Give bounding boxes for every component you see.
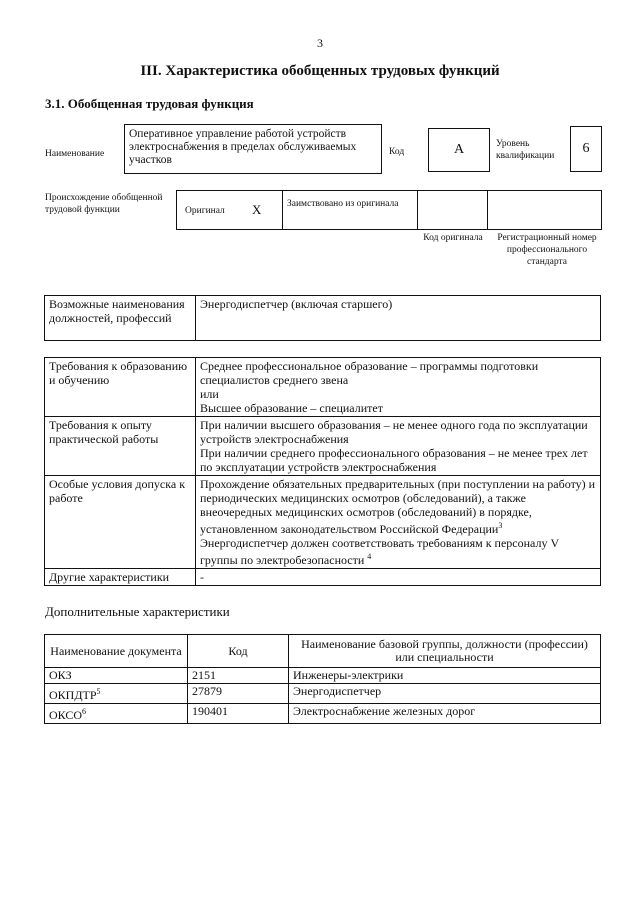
- code-original-label: Код оригинала: [423, 233, 483, 243]
- req-label: Требования к образованию и обучению: [45, 358, 196, 417]
- level-value: 6: [582, 141, 590, 156]
- origin-box: [176, 190, 602, 230]
- req-line: При наличии среднего профессионального образования – не менее трех лет по эксплуатации устройств электроснабжения: [200, 446, 588, 474]
- doc-cell: ОКПДТР$^5$: [45, 684, 188, 704]
- table-row: [45, 704, 601, 724]
- req-line: Среднее профессиональное образование – программы подготовки специалистов среднего звена: [200, 359, 539, 387]
- header-doc: Наименование документа: [45, 635, 188, 668]
- table-row: [45, 668, 601, 684]
- name-cell: Энергодиспетчер: [289, 684, 601, 704]
- page-number: 3: [317, 36, 323, 50]
- req-value: -: [196, 569, 601, 586]
- code-cell: 190401: [188, 704, 289, 724]
- extra-title: Дополнительные характеристики: [45, 604, 230, 619]
- req-value: [196, 417, 601, 476]
- subsection-title: 3.1. Обобщенная трудовая функция: [45, 96, 254, 111]
- name-value: Оперативное управление работой устройств электроснабжения в пределах обслуживаемых участков: [129, 128, 357, 166]
- positions-row: [45, 296, 601, 341]
- section-title: III. Характеристика обобщенных трудовых функций: [140, 63, 500, 79]
- req-row-other: [45, 569, 601, 586]
- original-label: Оригинал: [185, 206, 225, 216]
- original-mark: Х: [252, 202, 262, 217]
- req-line: При наличии высшего образования – не менее одного года по эксплуатации устройств электроснабжения: [200, 418, 588, 446]
- header-code: Код: [188, 635, 289, 668]
- doc-cell: ОКСО$^6$: [45, 704, 188, 724]
- level-label: Уровень квалификации: [496, 139, 555, 161]
- code-value-box: [428, 128, 490, 172]
- positions-label: Возможные наименования должностей, профессий: [45, 296, 196, 341]
- level-value-box: [570, 126, 602, 172]
- req-row-experience: [45, 417, 601, 476]
- origin-divider-2: [417, 191, 418, 229]
- origin-divider-3: [487, 191, 488, 229]
- table-row: [45, 684, 601, 704]
- req-label: Особые условия допуска к работе: [45, 476, 196, 569]
- extra-header-row: [45, 635, 601, 668]
- header-name: Наименование базовой группы, должности (профессии) или специальности: [289, 635, 601, 668]
- name-cell: Инженеры-электрики: [289, 668, 601, 684]
- positions-value: Энергодиспетчер (включая старшего): [196, 296, 601, 341]
- req-line: Энергодиспетчер должен соответствовать требованиям к персоналу V группы по электробезопасности $^4$: [200, 536, 559, 567]
- req-line: Высшее образование – специалитет: [200, 401, 383, 415]
- origin-label: Происхождение обобщенной трудовой функции: [45, 193, 163, 215]
- req-value: [196, 476, 601, 569]
- reg-number-label: Регистрационный номер профессионального стандарта: [497, 233, 597, 267]
- name-label: Наименование: [45, 149, 105, 159]
- req-label: Требования к опыту практической работы: [45, 417, 196, 476]
- name-cell: Электроснабжение железных дорог: [289, 704, 601, 724]
- code-cell: 27879: [188, 684, 289, 704]
- req-value: [196, 358, 601, 417]
- footnote-marker: 3: [498, 521, 503, 530]
- req-label: Другие характеристики: [45, 569, 196, 586]
- doc-cell: ОКЗ: [45, 668, 188, 684]
- requirements-table: [44, 357, 601, 586]
- req-row-conditions: [45, 476, 601, 569]
- borrowed-label: Заимствовано из оригинала: [287, 199, 399, 209]
- origin-divider-1: [282, 191, 283, 229]
- code-label: Код: [389, 147, 405, 157]
- extra-table: [44, 634, 601, 724]
- req-line: Прохождение обязательных предварительных (при поступлении на работу) и периодических медицинских осмотров (обследований), а также внеочередных медицинских осмотров (обследований) в порядке, установленном законодательством Российской Федерации$^3$: [200, 477, 596, 536]
- footnote-marker: 6: [82, 707, 87, 716]
- code-cell: 2151: [188, 668, 289, 684]
- positions-table: [44, 295, 601, 341]
- code-value: А: [453, 142, 465, 157]
- footnote-marker: 4: [367, 552, 372, 561]
- footnote-marker: 5: [96, 687, 101, 696]
- req-row-education: [45, 358, 601, 417]
- req-line: или: [200, 387, 219, 401]
- name-value-box: [124, 124, 382, 174]
